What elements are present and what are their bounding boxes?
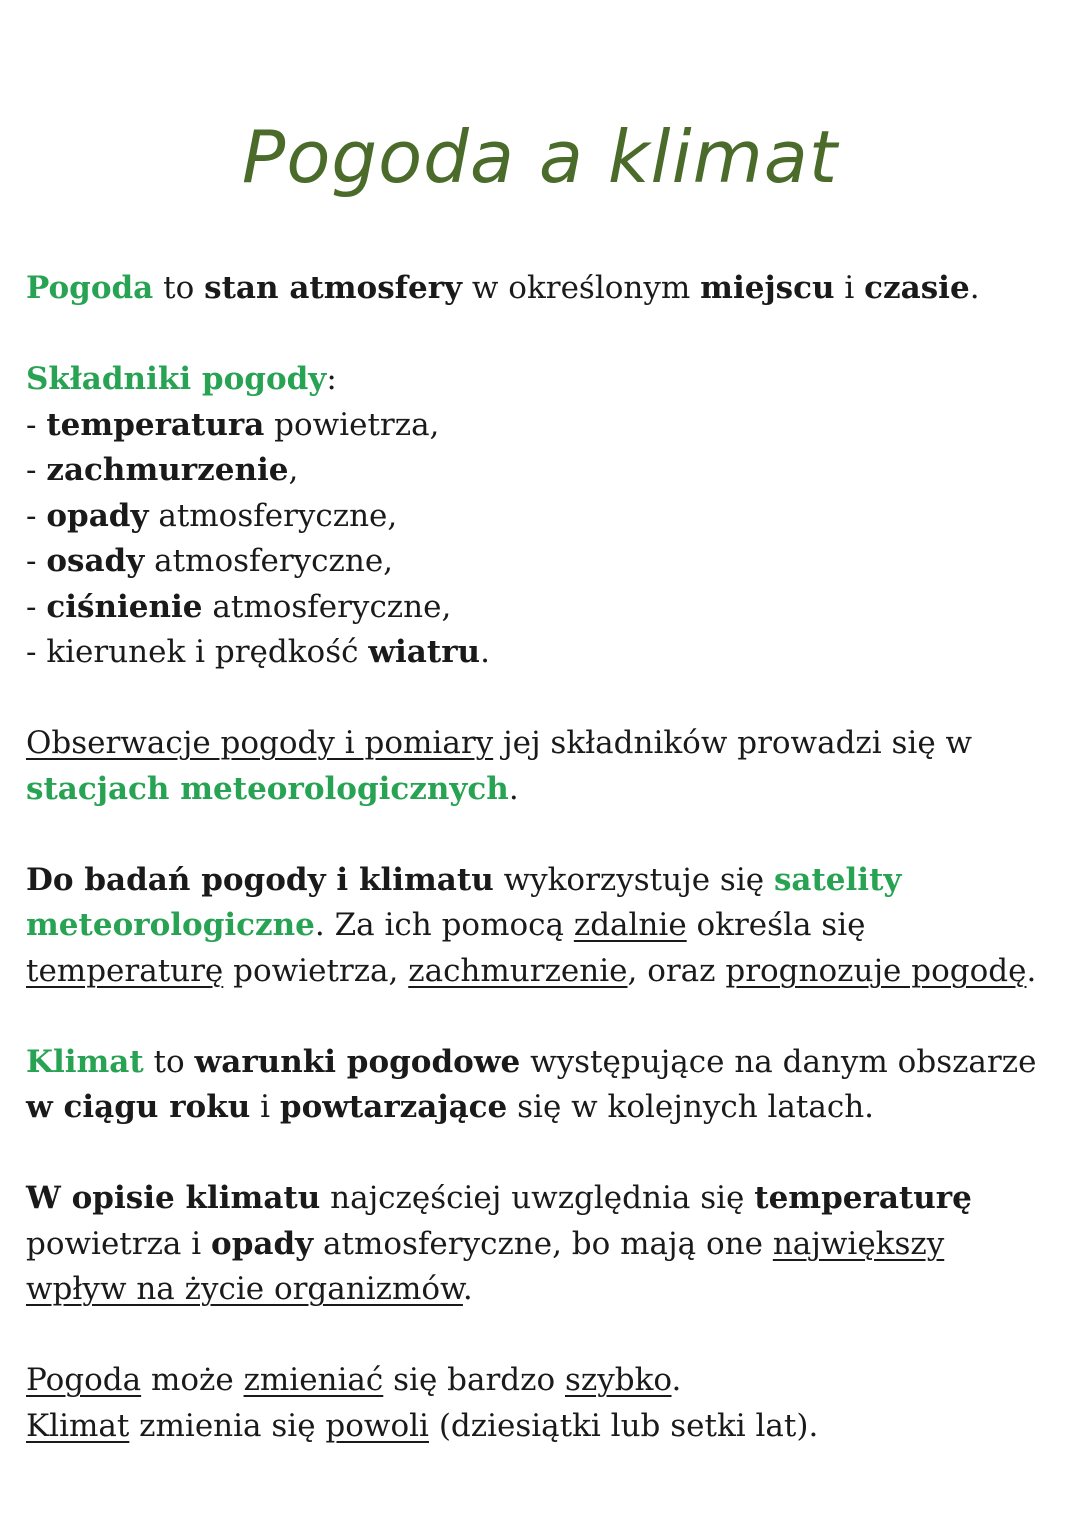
bold-span: opady xyxy=(46,497,149,534)
underlined-span: Obserwacje pogody i pomiary xyxy=(26,725,494,761)
underlined-span: powoli xyxy=(325,1407,429,1444)
underlined-span: zmieniać xyxy=(243,1362,384,1398)
text-span: , xyxy=(288,452,299,488)
list-item xyxy=(26,539,1066,585)
text-span: kierunek i prędkość xyxy=(46,634,369,670)
climate-definition xyxy=(26,1040,1066,1131)
satellites-paragraph xyxy=(26,858,1066,995)
text-line xyxy=(26,1085,1066,1131)
text-span: wykorzystuje się xyxy=(493,861,774,898)
bold-span: warunki pogodowe xyxy=(194,1043,521,1080)
text-span: najczęściej uwzględnia się xyxy=(320,1180,755,1216)
observations-paragraph xyxy=(26,721,1066,812)
bold-span: Do badań pogody i klimatu xyxy=(26,861,494,898)
text-span: . xyxy=(1026,952,1037,989)
text-span: , oraz xyxy=(627,952,726,989)
text-span: . xyxy=(508,770,519,807)
term-components: Składniki pogody xyxy=(26,361,327,397)
text-span: występujące na danym obszarze xyxy=(520,1043,1037,1080)
text-line xyxy=(26,1222,1066,1268)
list-dash: - xyxy=(26,588,47,625)
text-span: może xyxy=(141,1362,244,1398)
text-line xyxy=(26,1358,1066,1404)
bold-span: W opisie klimatu xyxy=(26,1180,321,1216)
list-dash: - xyxy=(26,543,47,579)
text-span: . xyxy=(969,270,980,306)
term-stations: stacjach meteorologicznych xyxy=(26,770,509,807)
term-climate: Klimat xyxy=(26,1043,144,1080)
text-line xyxy=(26,1176,1066,1222)
underlined-span: wpływ na życie organizmów xyxy=(26,1271,463,1307)
weather-components xyxy=(26,357,1066,676)
list-dash: - xyxy=(26,452,47,488)
list-dash: - xyxy=(26,497,47,534)
text-line xyxy=(26,1267,1066,1313)
text-line xyxy=(26,1404,1066,1450)
weather-definition xyxy=(26,266,1066,312)
text-line xyxy=(26,1040,1066,1086)
text-line xyxy=(26,721,1066,767)
text-span: zmienia się xyxy=(129,1407,326,1444)
text-line xyxy=(26,767,1066,813)
term-satellites: satelity xyxy=(773,861,902,898)
text-span: jej składników prowadzi się w xyxy=(493,725,973,761)
text-span: . xyxy=(480,634,490,670)
document-body xyxy=(26,266,1066,1449)
bold-span: temperatura xyxy=(46,406,265,443)
underlined-span: zachmurzenie xyxy=(408,952,628,989)
text-span: atmosferyczne, xyxy=(144,543,394,579)
bold-span: wiatru xyxy=(368,634,481,670)
text-span: określa się xyxy=(686,907,866,943)
text-span: powietrza i xyxy=(26,1225,212,1262)
term-weather: Pogoda xyxy=(26,270,154,306)
text-span: i xyxy=(250,1089,280,1125)
list-item xyxy=(26,403,1066,449)
components-heading xyxy=(26,357,1066,403)
term-meteorological: meteorologiczne xyxy=(26,907,315,943)
text-span: to xyxy=(153,270,205,306)
bold-span: powtarzające xyxy=(279,1089,508,1125)
text-span: w określonym xyxy=(462,270,701,306)
text-line xyxy=(26,949,1066,995)
list-dash: - xyxy=(26,406,47,443)
text-span: atmosferyczne, bo mają one xyxy=(313,1225,773,1262)
text-line xyxy=(26,266,1066,312)
text-span: się bardzo xyxy=(383,1362,565,1398)
underlined-span: największy xyxy=(772,1225,945,1262)
underlined-span: Pogoda xyxy=(26,1362,142,1398)
text-span: . xyxy=(462,1271,473,1307)
text-span: . xyxy=(671,1362,682,1398)
list-dash: - xyxy=(26,634,47,670)
climate-description-paragraph xyxy=(26,1176,1066,1313)
text-span: i xyxy=(834,270,865,306)
bold-span: w ciągu roku xyxy=(26,1089,251,1125)
text-span: (dziesiątki lub setki lat). xyxy=(428,1407,819,1444)
list-item xyxy=(26,448,1066,494)
list-item xyxy=(26,494,1066,540)
list-item xyxy=(26,585,1066,631)
bold-span: miejscu xyxy=(700,270,835,306)
bold-span: ciśnienie xyxy=(46,588,203,625)
bold-span: opady xyxy=(211,1225,314,1262)
underlined-span: Klimat xyxy=(26,1407,130,1444)
text-span: powietrza, xyxy=(264,406,440,443)
text-span: atmosferyczne, xyxy=(202,588,452,625)
bold-span: osady xyxy=(46,543,145,579)
bold-span: stan atmosfery xyxy=(204,270,463,306)
text-span: . Za ich pomocą xyxy=(314,907,574,943)
underlined-span: prognozuje pogodę xyxy=(725,952,1027,989)
underlined-span: szybko xyxy=(565,1362,672,1398)
underlined-span: temperaturę xyxy=(26,952,224,989)
change-speed-paragraph xyxy=(26,1358,1066,1449)
bold-span: zachmurzenie xyxy=(46,452,289,488)
bold-span: czasie xyxy=(864,270,970,306)
page-title: Pogoda a klimat xyxy=(241,115,839,199)
text-span: : xyxy=(326,361,337,397)
text-span: atmosferyczne, xyxy=(148,497,398,534)
text-span: powietrza, xyxy=(223,952,409,989)
text-span: się w kolejnych latach. xyxy=(507,1089,875,1125)
text-span: to xyxy=(143,1043,195,1080)
bold-span: temperaturę xyxy=(754,1180,972,1216)
list-item xyxy=(26,630,1066,676)
underlined-span: zdalnie xyxy=(573,907,687,943)
text-line xyxy=(26,858,1066,904)
text-line xyxy=(26,903,1066,949)
